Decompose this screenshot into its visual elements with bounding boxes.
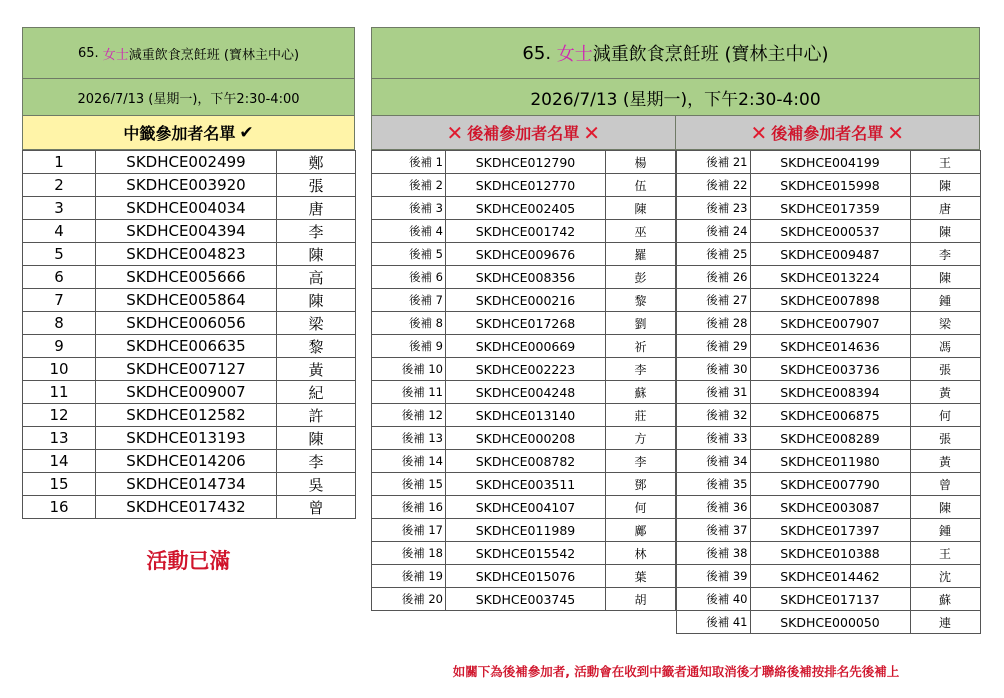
member-surname: 陳 [910,496,980,519]
member-code: SKDHCE007898 [750,289,910,312]
cross-icon: ✕ [887,120,905,145]
table-row [676,174,980,197]
row-number: 8 [23,312,96,335]
member-code: SKDHCE013193 [96,427,277,450]
table-row [23,243,356,266]
member-surname: 唐 [277,197,356,220]
class-number: 65. [77,45,99,61]
member-code: SKDHCE012582 [96,404,277,427]
waitlist-rank: 後補 39 [676,565,750,588]
waitlist-rank: 後補 2 [372,174,446,197]
member-surname: 陳 [910,220,980,243]
table-row [372,151,676,174]
waitlist-columns [371,116,980,634]
waitlist-rank: 後補 19 [372,565,446,588]
member-surname: 李 [910,243,980,266]
row-number: 3 [23,197,96,220]
member-code: SKDHCE015076 [446,565,606,588]
winners-heading-text: 中籤參加者名單 [123,124,236,143]
member-code: SKDHCE000216 [446,289,606,312]
waitlist-heading-left [371,116,676,150]
table-row [676,542,980,565]
member-surname: 高 [277,266,356,289]
footer-note: 如關下為後補參加者, 活動會在收到中籤者通知取消後才聯絡後補按排名先後補上 [452,664,900,679]
member-code: SKDHCE014462 [750,565,910,588]
row-number: 16 [23,496,96,519]
member-surname: 鍾 [910,289,980,312]
member-surname: 張 [910,358,980,381]
table-row [372,358,676,381]
cross-icon: ✕ [583,120,601,145]
table-row [676,496,980,519]
class-datetime [22,79,355,116]
member-code: SKDHCE017268 [446,312,606,335]
member-code: SKDHCE004107 [446,496,606,519]
waitlist-rank: 後補 26 [676,266,750,289]
table-row [23,358,356,381]
table-row [372,519,676,542]
row-number: 7 [23,289,96,312]
waitlist-rank: 後補 34 [676,450,750,473]
class-title-highlight: 女士 [102,47,129,63]
member-code: SKDHCE008394 [750,381,910,404]
table-row [676,266,980,289]
waitlist-rank: 後補 23 [676,197,750,220]
member-code: SKDHCE008289 [750,427,910,450]
member-code: SKDHCE007127 [96,358,277,381]
member-surname: 巫 [606,220,676,243]
table-row [372,243,676,266]
row-number: 12 [23,404,96,427]
table-row [372,588,676,611]
member-surname: 陳 [277,427,356,450]
member-surname: 曾 [910,473,980,496]
waitlist-rank: 後補 31 [676,381,750,404]
winners-heading [22,116,355,150]
waitlist-rank: 後補 16 [372,496,446,519]
member-code: SKDHCE002223 [446,358,606,381]
class-number: 65. [522,42,552,64]
member-surname: 胡 [606,588,676,611]
member-surname: 鄧 [606,473,676,496]
member-code: SKDHCE004034 [96,197,277,220]
member-surname: 李 [277,450,356,473]
waitlist-rank: 後補 1 [372,151,446,174]
waitlist-rank: 後補 28 [676,312,750,335]
member-surname: 梁 [277,312,356,335]
member-code: SKDHCE014206 [96,450,277,473]
class-datetime-text: 2026/7/13 (星期一)，下午2:30-4:00 [530,89,821,110]
table-row [23,496,356,519]
member-code: SKDHCE000669 [446,335,606,358]
member-code: SKDHCE017397 [750,519,910,542]
table-row [372,220,676,243]
member-code: SKDHCE015998 [750,174,910,197]
table-row [676,335,980,358]
row-number: 5 [23,243,96,266]
table-row [676,519,980,542]
table-row [676,220,980,243]
waitlist-rank: 後補 14 [372,450,446,473]
waitlist-heading-text: 後補參加者名單 [467,124,580,143]
waitlist-rank: 後補 29 [676,335,750,358]
row-number: 13 [23,427,96,450]
waitlist-rank: 後補 12 [372,404,446,427]
waitlist-column-right [676,116,981,634]
waitlist-rank: 後補 11 [372,381,446,404]
member-code: SKDHCE015542 [446,542,606,565]
member-code: SKDHCE006635 [96,335,277,358]
member-code: SKDHCE014734 [96,473,277,496]
waitlist-rank: 後補 25 [676,243,750,266]
table-row [372,289,676,312]
waitlist-class-datetime [371,79,980,116]
member-surname: 黃 [277,358,356,381]
member-surname: 吳 [277,473,356,496]
table-row [372,473,676,496]
table-row [676,197,980,220]
member-surname: 陳 [277,289,356,312]
member-surname: 莊 [606,404,676,427]
member-surname: 方 [606,427,676,450]
member-surname: 陳 [910,266,980,289]
check-icon: ✔ [239,122,254,143]
table-row [372,565,676,588]
waitlist-heading-right [676,116,981,150]
member-surname: 黎 [277,335,356,358]
waitlist-rank: 後補 40 [676,588,750,611]
member-code: SKDHCE001742 [446,220,606,243]
member-code: SKDHCE003736 [750,358,910,381]
table-row [23,220,356,243]
row-number: 4 [23,220,96,243]
row-number: 9 [23,335,96,358]
waitlist-rank: 後補 30 [676,358,750,381]
member-code: SKDHCE004199 [750,151,910,174]
table-row [676,611,980,634]
waitlist-table-right [676,150,981,634]
waitlist-rank: 後補 9 [372,335,446,358]
waitlist-rank: 後補 37 [676,519,750,542]
class-title [22,27,355,79]
waitlist-rank: 後補 5 [372,243,446,266]
member-surname: 蘇 [910,588,980,611]
waitlist-rank: 後補 35 [676,473,750,496]
member-code: SKDHCE000537 [750,220,910,243]
waitlist-rank: 後補 41 [676,611,750,634]
member-code: SKDHCE017137 [750,588,910,611]
member-surname: 黃 [910,450,980,473]
member-code: SKDHCE007790 [750,473,910,496]
member-code: SKDHCE017432 [96,496,277,519]
member-code: SKDHCE017359 [750,197,910,220]
member-code: SKDHCE005666 [96,266,277,289]
table-row [372,542,676,565]
waitlist-rank: 後補 7 [372,289,446,312]
table-row [676,565,980,588]
member-code: SKDHCE012790 [446,151,606,174]
table-row [372,381,676,404]
class-datetime-text: 2026/7/13 (星期一)，下午2:30-4:00 [77,91,300,107]
member-code: SKDHCE000208 [446,427,606,450]
waitlist-class-title [371,27,980,79]
waitlist-rank: 後補 18 [372,542,446,565]
row-number: 15 [23,473,96,496]
table-row [676,381,980,404]
table-row [23,289,356,312]
table-row [372,312,676,335]
member-surname: 王 [910,151,980,174]
member-code: SKDHCE010388 [750,542,910,565]
waitlist-rank: 後補 6 [372,266,446,289]
member-surname: 蘇 [606,381,676,404]
empty-cell [446,611,606,634]
waitlist-rank: 後補 33 [676,427,750,450]
table-row [372,174,676,197]
waitlist-rank: 後補 13 [372,427,446,450]
table-row [372,266,676,289]
table-row [23,197,356,220]
member-code: SKDHCE009007 [96,381,277,404]
member-code: SKDHCE005864 [96,289,277,312]
member-surname: 連 [910,611,980,634]
waitlist-heading-text: 後補參加者名單 [771,124,884,143]
waitlist-rank: 後補 38 [676,542,750,565]
member-code: SKDHCE002405 [446,197,606,220]
member-surname: 何 [606,496,676,519]
member-surname: 鄭 [277,151,356,174]
waitlist-rank: 後補 17 [372,519,446,542]
member-surname: 彭 [606,266,676,289]
member-code: SKDHCE012770 [446,174,606,197]
member-code: SKDHCE009676 [446,243,606,266]
table-row [676,243,980,266]
status-full-notice: 活動已滿 [146,549,231,573]
member-surname: 沈 [910,565,980,588]
member-code: SKDHCE007907 [750,312,910,335]
waitlist-rank: 後補 27 [676,289,750,312]
member-code: SKDHCE013140 [446,404,606,427]
waitlist-rank: 後補 22 [676,174,750,197]
cross-icon: ✕ [446,120,464,145]
table-row [676,588,980,611]
member-surname: 鄺 [606,519,676,542]
member-surname: 黃 [910,381,980,404]
member-surname: 曾 [277,496,356,519]
waitlist-rank: 後補 24 [676,220,750,243]
table-row [23,312,356,335]
member-surname: 張 [277,174,356,197]
member-surname: 陳 [606,197,676,220]
class-title-highlight: 女士 [556,44,593,65]
table-row [23,404,356,427]
member-surname: 紀 [277,381,356,404]
waitlist-rank: 後補 4 [372,220,446,243]
table-row [676,312,980,335]
table-row [23,427,356,450]
table-row [676,404,980,427]
member-surname: 伍 [606,174,676,197]
table-row [372,335,676,358]
member-code: SKDHCE006875 [750,404,910,427]
winners-table [22,150,356,519]
member-surname: 王 [910,542,980,565]
member-surname: 鍾 [910,519,980,542]
table-row [676,151,980,174]
table-row [676,358,980,381]
member-code: SKDHCE003087 [750,496,910,519]
member-code: SKDHCE014636 [750,335,910,358]
waitlist-column-left [371,116,676,634]
member-surname: 劉 [606,312,676,335]
member-surname: 陳 [277,243,356,266]
table-row [372,404,676,427]
waitlist-rank: 後補 10 [372,358,446,381]
member-surname: 林 [606,542,676,565]
table-row [372,496,676,519]
row-number: 14 [23,450,96,473]
waitlist-rank: 後補 15 [372,473,446,496]
member-code: SKDHCE003920 [96,174,277,197]
cross-icon: ✕ [750,120,768,145]
table-row [676,450,980,473]
waitlist-panel [371,27,980,634]
table-row [23,174,356,197]
table-row [676,427,980,450]
member-code: SKDHCE004823 [96,243,277,266]
waitlist-rank: 後補 3 [372,197,446,220]
member-code: SKDHCE009487 [750,243,910,266]
row-number: 2 [23,174,96,197]
member-code: SKDHCE002499 [96,151,277,174]
table-row [23,450,356,473]
member-surname: 黎 [606,289,676,312]
class-title-rest: 減重飲食烹飪班 (寶林主中心) [592,44,829,65]
row-number: 6 [23,266,96,289]
table-row [372,427,676,450]
table-row [372,450,676,473]
table-row [676,289,980,312]
member-code: SKDHCE004394 [96,220,277,243]
winners-panel [22,27,355,519]
member-surname: 陳 [910,174,980,197]
empty-cell [606,611,676,634]
member-code: SKDHCE011989 [446,519,606,542]
table-row [372,197,676,220]
waitlist-table-left [371,150,676,634]
member-code: SKDHCE013224 [750,266,910,289]
table-row [23,335,356,358]
member-surname: 楊 [606,151,676,174]
member-code: SKDHCE008782 [446,450,606,473]
waitlist-rank: 後補 21 [676,151,750,174]
member-code: SKDHCE006056 [96,312,277,335]
empty-row [372,611,676,634]
table-row [23,266,356,289]
waitlist-rank: 後補 32 [676,404,750,427]
row-number: 1 [23,151,96,174]
waitlist-rank: 後補 8 [372,312,446,335]
member-code: SKDHCE000050 [750,611,910,634]
member-code: SKDHCE003511 [446,473,606,496]
member-surname: 梁 [910,312,980,335]
member-surname: 李 [606,450,676,473]
table-row [23,151,356,174]
member-surname: 祈 [606,335,676,358]
row-number: 10 [23,358,96,381]
member-surname: 李 [277,220,356,243]
member-surname: 唐 [910,197,980,220]
class-title-rest: 減重飲食烹飪班 (寶林主中心) [128,47,300,63]
table-row [23,381,356,404]
empty-cell [372,611,446,634]
member-code: SKDHCE008356 [446,266,606,289]
member-surname: 李 [606,358,676,381]
member-surname: 許 [277,404,356,427]
member-surname: 馮 [910,335,980,358]
member-code: SKDHCE004248 [446,381,606,404]
table-row [23,473,356,496]
member-code: SKDHCE003745 [446,588,606,611]
waitlist-rank: 後補 20 [372,588,446,611]
member-surname: 葉 [606,565,676,588]
row-number: 11 [23,381,96,404]
waitlist-rank: 後補 36 [676,496,750,519]
member-surname: 何 [910,404,980,427]
table-row [676,473,980,496]
member-surname: 羅 [606,243,676,266]
member-surname: 張 [910,427,980,450]
member-code: SKDHCE011980 [750,450,910,473]
